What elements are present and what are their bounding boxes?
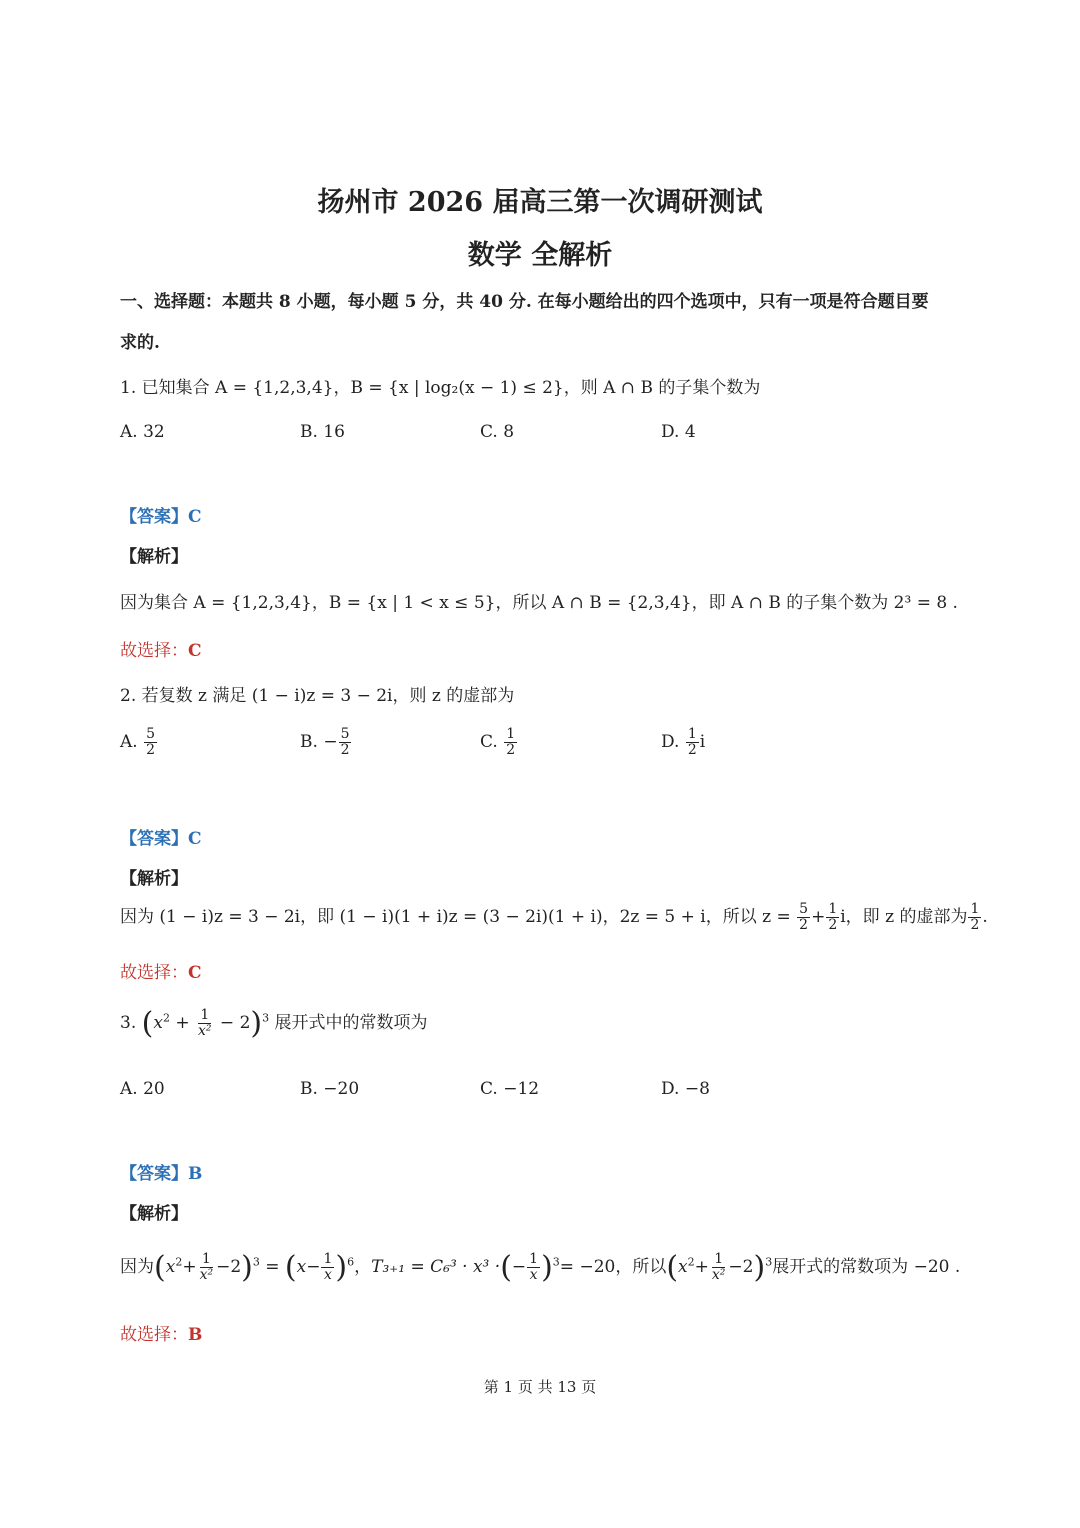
- q2-analysis-frac-5-2: [797, 902, 810, 933]
- q3-analysis-e4: 3: [552, 1255, 560, 1269]
- q3-analysis-term: T₃₊₁ = C₆³ · x³ ·: [371, 1257, 501, 1277]
- q2-option-b-sign: −: [323, 732, 338, 752]
- q2-analysis-frac3-den: 2: [970, 917, 980, 933]
- q2-select-label: 故选择：: [120, 963, 188, 983]
- q2-analysis-part-b: i，即 z 的虚部为: [840, 907, 968, 927]
- q2-stem: 2. 若复数 z 满足 (1 − i)z = 3 − 2i，则 z 的虚部为: [120, 686, 515, 706]
- q3-analysis-frac1-num: 1: [201, 1251, 211, 1267]
- q1-option-b: B. 16: [300, 422, 345, 442]
- q2-option-c-num: 1: [506, 726, 516, 742]
- q3-analysis-x2: x: [296, 1257, 307, 1277]
- q1-answer-label: 【答案】: [120, 507, 188, 527]
- q1-option-d: D. 4: [661, 422, 696, 442]
- q3-analysis-frac2-den: x: [323, 1267, 332, 1283]
- q2-option-b-fraction: [339, 727, 352, 758]
- q3-frac-num: 1: [200, 1007, 210, 1023]
- q2-option-c-fraction: [504, 727, 517, 758]
- q1-select-value: C: [188, 641, 202, 661]
- q3-analysis-frac1: [198, 1252, 216, 1283]
- q3-analysis-paren8: ): [753, 1250, 766, 1285]
- q3-stem-tail: 展开式中的常数项为: [274, 1013, 428, 1033]
- q3-select: [120, 1320, 202, 1345]
- q1-stem: 1. 已知集合 A = {1,2,3,4}，B = {x | log₂(x − 1) ≤ 2}，则 A ∩ B 的子集个数为: [120, 378, 761, 398]
- page-footer: 第 1 页 共 13 页: [483, 1378, 597, 1396]
- q3-analysis-frac3-num: 1: [529, 1251, 539, 1267]
- q1-option-a: A. 32: [120, 422, 165, 442]
- q3-analysis-frac4-den: x²: [711, 1267, 726, 1283]
- q1-answer: [120, 502, 202, 527]
- q3-option-b: B. −20: [300, 1079, 360, 1099]
- q3-analysis: 因为($x^2+$ $\frac{1}{\text{x²}}$ −2)$^3$ = (x− $\frac{1}{x}$ )$^6$，T₃₊₁ = C₆³ · x³ ·(− $\frac{1}{x}$ )$^3$= −20，所以($x^2+$ $\frac{1}{\text{x²}}$ −2)$^3$展开式的常数项为 −20 .: [120, 1250, 961, 1285]
- q2-analysis-label: 【解析】: [120, 869, 188, 889]
- document-subtitle: 数学 全解析: [467, 240, 613, 271]
- q2-analysis-frac-num: 5: [799, 901, 809, 917]
- q3-answer: [120, 1159, 202, 1184]
- q2-select: [120, 958, 202, 983]
- q3-analysis-part-a: 因为: [120, 1257, 154, 1277]
- q2-option-d-suffix: i: [699, 732, 706, 752]
- q3-exp-2: 2: [162, 1011, 170, 1025]
- q2-option-d-fraction: [686, 727, 699, 758]
- q2-select-value: C: [188, 963, 202, 983]
- q3-option-c: C. −12: [480, 1079, 540, 1099]
- q2-option-c: [480, 727, 518, 758]
- q2-option-a-label: A.: [120, 732, 138, 752]
- q2-answer: [120, 824, 202, 849]
- q3-analysis-frac2-num: 1: [323, 1251, 333, 1267]
- q2-analysis-frac2-den: 2: [828, 917, 838, 933]
- q3-analysis-paren4: ): [335, 1250, 348, 1285]
- q2-answer-label: 【答案】: [120, 829, 188, 849]
- document-title: 扬州市 2026 届高三第一次调研测试: [317, 187, 763, 218]
- q3-analysis-frac1-den: x²: [199, 1267, 214, 1283]
- q3-analysis-part-c: 展开式的常数项为 −20 .: [772, 1257, 961, 1277]
- q2-option-b-label: B.: [300, 732, 318, 752]
- q2-option-d-den: 2: [687, 742, 697, 758]
- q2-option-d: [661, 727, 705, 758]
- q2-answer-value: C: [188, 829, 202, 849]
- q2-option-b-num: 5: [340, 726, 350, 742]
- q1-analysis-label: 【解析】: [120, 547, 188, 567]
- q3-analysis-part-b: 所以: [632, 1257, 667, 1277]
- q3-analysis-e3: 6: [347, 1255, 355, 1269]
- q2-option-d-num: 1: [687, 726, 697, 742]
- q3-analysis-paren6: ): [541, 1250, 553, 1285]
- q1-option-c: C. 8: [480, 422, 515, 442]
- q2-analysis-frac-den: 2: [799, 917, 809, 933]
- q1-select: [120, 636, 202, 661]
- q2-option-a: [120, 727, 158, 758]
- q3-select-label: 故选择：: [120, 1325, 188, 1345]
- q3-analysis-frac2: [321, 1252, 334, 1283]
- q2-option-b: [300, 727, 352, 758]
- q3-answer-value: B: [188, 1164, 203, 1184]
- q3-analysis-value: = −20，: [559, 1257, 633, 1277]
- q3-analysis-x1: x: [165, 1257, 176, 1277]
- q3-analysis-x3: x: [678, 1257, 688, 1277]
- q2-option-a-den: 2: [146, 742, 156, 758]
- q3-analysis-paren2: ): [241, 1250, 253, 1285]
- q2-option-a-num: 5: [146, 726, 156, 742]
- q2-option-c-label: C.: [480, 732, 498, 752]
- q2-analysis-frac3-num: 1: [970, 901, 980, 917]
- q3-analysis-frac3: [527, 1252, 540, 1283]
- q3-x: x: [153, 1013, 163, 1033]
- q3-analysis-paren3: (: [284, 1250, 297, 1285]
- section-heading-line2: 求的.: [120, 333, 160, 353]
- q2-option-b-den: 2: [340, 742, 350, 758]
- q3-analysis-e6: 3: [765, 1255, 773, 1269]
- q2-analysis-frac-1-2: [826, 902, 839, 933]
- q3-frac: [196, 1008, 214, 1039]
- q3-analysis-label: 【解析】: [120, 1204, 188, 1224]
- q3-analysis-e1: 2: [175, 1255, 183, 1269]
- q3-analysis-paren7: (: [666, 1250, 679, 1285]
- q3-exp-3: 3: [262, 1011, 270, 1025]
- q3-option-d: D. −8: [661, 1079, 710, 1099]
- q3-analysis-frac4-num: 1: [714, 1251, 724, 1267]
- q3-frac-den: x²: [198, 1023, 212, 1039]
- q3-answer-label: 【答案】: [120, 1164, 188, 1184]
- q3-analysis-frac4: [710, 1252, 728, 1283]
- q2-option-d-label: D.: [661, 732, 680, 752]
- q3-select-value: B: [188, 1325, 203, 1345]
- q3-analysis-paren1: (: [154, 1250, 166, 1285]
- q2-analysis: 因为 (1 − i)z = 3 − 2i，即 (1 − i)(1 + i)z = (3 − 2i)(1 + i)，2z = 5 + i，所以 z = $\frac{5}{2}$ + $\frac{1}{2}$ i，即 z 的虚部为 $\frac{1}{2}$ .: [120, 901, 988, 933]
- q3-analysis-e2: 3: [252, 1255, 260, 1269]
- q1-select-label: 故选择：: [120, 641, 188, 661]
- q3-paren-open: (: [141, 1006, 154, 1041]
- q3-analysis-paren5: (: [500, 1250, 512, 1285]
- q2-analysis-part-a: 因为 (1 − i)z = 3 − 2i，即 (1 − i)(1 + i)z = (3 − 2i)(1 + i)，2z = 5 + i，所以 z =: [120, 907, 791, 927]
- q1-answer-value: C: [188, 507, 202, 527]
- q3-paren-close: ): [250, 1006, 263, 1041]
- q1-analysis: 因为集合 A = {1,2,3,4}，B = {x | 1 < x ≤ 5}，所以 A ∩ B = {2,3,4}，即 A ∩ B 的子集个数为 2³ = 8 .: [120, 593, 958, 613]
- q3-analysis-frac3-den: x: [529, 1267, 538, 1283]
- q3-number: 3.: [120, 1013, 137, 1033]
- q3-analysis-e5: 2: [687, 1255, 695, 1269]
- q2-analysis-frac-imag: [968, 902, 981, 933]
- section-heading-line1: 一、选择题：本题共 8 小题，每小题 5 分，共 40 分. 在每小题给出的四个选项中，只有一项是符合题目要: [120, 292, 929, 312]
- q2-analysis-part-c: .: [982, 907, 988, 927]
- q3-option-a: A. 20: [120, 1079, 165, 1099]
- q3-stem: 3. ($x^2$ + $\frac{1}{\text{x²}}$ − 2)$^3$ 展开式中的常数项为: [120, 1006, 428, 1041]
- q2-option-a-fraction: [144, 727, 157, 758]
- q2-option-c-den: 2: [506, 742, 516, 758]
- q2-analysis-frac2-num: 1: [828, 901, 838, 917]
